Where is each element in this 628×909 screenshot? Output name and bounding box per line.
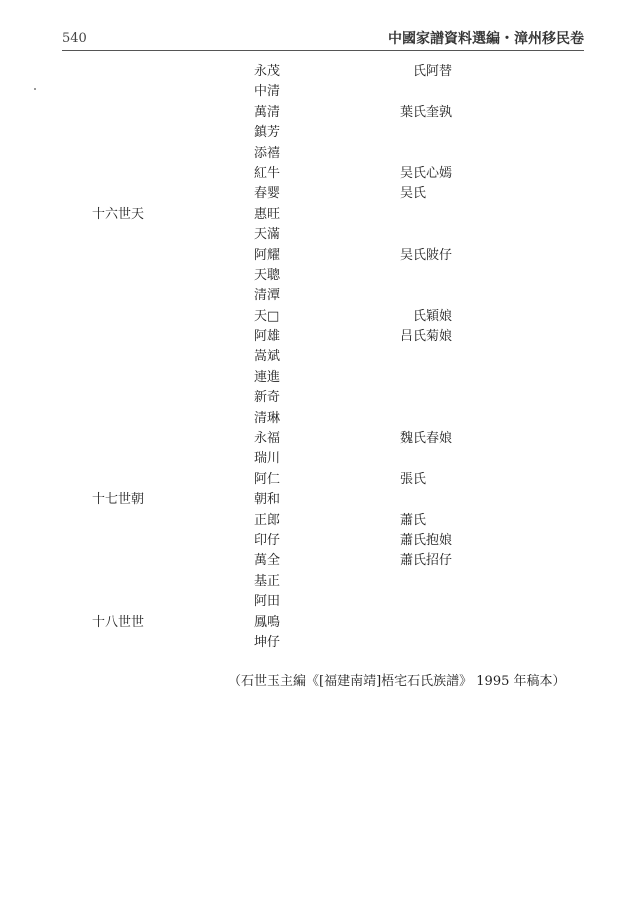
genealogy-row	[0, 449, 628, 469]
member-name: 清琳	[254, 410, 281, 426]
genealogy-row	[0, 82, 628, 102]
genealogy-row	[0, 429, 628, 449]
genealogy-row	[0, 633, 628, 653]
member-name: 萬清	[254, 104, 281, 120]
spouse-name: 張氏	[400, 471, 427, 487]
genealogy-table	[0, 62, 628, 653]
member-name: 印仔	[254, 532, 281, 548]
genealogy-row	[0, 225, 628, 245]
spouse-name: 吴氏	[400, 186, 427, 202]
genealogy-row	[0, 511, 628, 531]
spouse-name: 氏穎娘	[400, 308, 453, 324]
member-name: 添禧	[254, 145, 281, 161]
source-note: （石世玉主編《[福建南靖]梧宅石氏族譜》 1995 年稿本）	[228, 674, 566, 689]
member-name: 天□	[254, 308, 280, 324]
member-name: 瑞川	[254, 451, 281, 467]
genealogy-row	[0, 531, 628, 551]
member-name: 中清	[254, 84, 281, 100]
genealogy-row	[0, 368, 628, 388]
genealogy-row	[0, 409, 628, 429]
member-name: 清潭	[254, 288, 281, 304]
member-name: 阿雄	[254, 329, 281, 345]
member-name: 紅牛	[254, 165, 281, 181]
spouse-name: 魏氏春娘	[400, 431, 453, 447]
spouse-name: 吴氏心嫣	[400, 165, 453, 181]
member-name: 萬全	[254, 553, 281, 569]
member-name: 嵩斌	[254, 349, 281, 365]
member-name: 永福	[254, 431, 281, 447]
header-rule	[62, 50, 584, 51]
member-name: 基正	[254, 573, 281, 589]
member-name: 新奇	[254, 390, 281, 406]
member-name: 鳳鳴	[254, 614, 281, 630]
member-name: 天聰	[254, 267, 281, 283]
genealogy-row	[0, 327, 628, 347]
genealogy-row	[0, 572, 628, 592]
genealogy-row	[0, 286, 628, 306]
member-name: 連進	[254, 369, 281, 385]
header-title: 中國家譜資料選編・漳州移民卷	[388, 31, 584, 47]
page-number: 540	[62, 31, 87, 46]
spouse-name: 葉氏奎孰	[400, 104, 453, 120]
genealogy-row	[0, 551, 628, 571]
genealogy-row	[0, 62, 628, 82]
generation-label: 十七世朝	[92, 492, 145, 508]
genealogy-row	[0, 266, 628, 286]
genealogy-row	[0, 205, 628, 225]
genealogy-row	[0, 164, 628, 184]
genealogy-row	[0, 184, 628, 204]
genealogy-row	[0, 592, 628, 612]
member-name: 永茂	[254, 64, 281, 79]
member-name: 朝和	[254, 492, 281, 508]
member-name: 阿耀	[254, 247, 281, 263]
member-name: 阿田	[254, 594, 281, 610]
generation-label: 十六世天	[92, 206, 145, 222]
spouse-name: 蕭氏抱娘	[400, 532, 453, 548]
genealogy-row	[0, 613, 628, 633]
member-name: 阿仁	[254, 471, 281, 487]
member-name: 春婴	[254, 186, 281, 202]
genealogy-row	[0, 103, 628, 123]
genealogy-row	[0, 347, 628, 367]
member-name: 天滿	[254, 227, 281, 243]
spouse-name: 吴氏陂仔	[400, 247, 453, 263]
member-name: 鎮芳	[254, 125, 281, 141]
genealogy-row	[0, 123, 628, 143]
spouse-name: 蕭氏招仔	[400, 553, 453, 569]
generation-label: 十八世世	[92, 614, 145, 630]
spouse-name: 蕭氏	[400, 512, 427, 528]
genealogy-row	[0, 307, 628, 327]
genealogy-row	[0, 388, 628, 408]
spouse-name: 吕氏菊娘	[400, 329, 453, 345]
page-header	[62, 28, 584, 50]
genealogy-row	[0, 144, 628, 164]
genealogy-row	[0, 246, 628, 266]
genealogy-row	[0, 470, 628, 490]
member-name: 正郎	[254, 512, 281, 528]
spouse-name: 氏阿替	[400, 64, 453, 79]
genealogy-row	[0, 490, 628, 510]
member-name: 坤仔	[254, 634, 281, 650]
member-name: 惠旺	[254, 206, 281, 222]
